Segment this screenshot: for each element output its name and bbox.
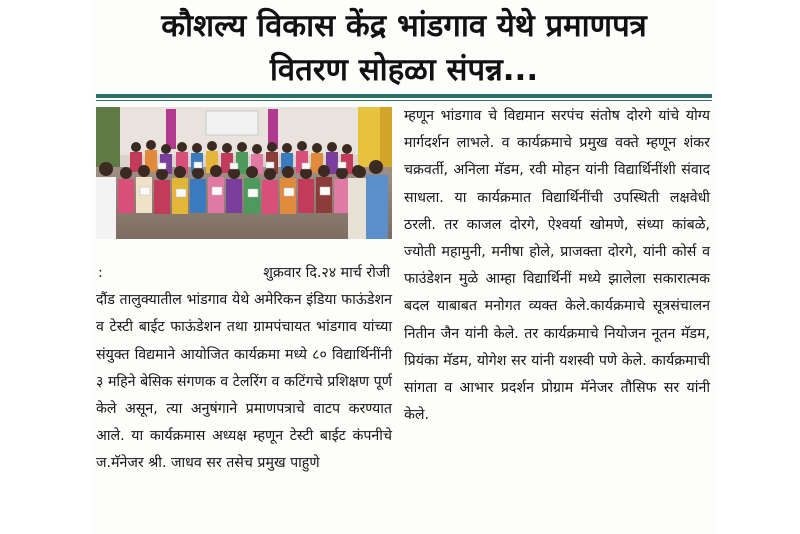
headline-divider (96, 94, 712, 98)
newspaper-clipping (90, 0, 718, 534)
headline-line-1: कौशल्य विकास केंद्र भांडगाव येथे प्रमाणपत्र (161, 8, 647, 44)
headline-divider-thin (96, 100, 712, 101)
body-text-left: दौंड तालुक्यातील भांडगाव येथे अमेरिकन इंडिया फाऊंडेशन व टेस्टी बाईट फाऊंडेशन तथा ग्रामपंचायत भांडगाव यांच्या संयुक्त विद्यमाने आयोजित कार्यक्रमा मध्ये ८० विद्यार्थिनींनी ३ महिने बेसिक संगणक व टेलरिंग व कटिंगचे प्रशिक्षण पूर्ण केले असून, त्या अनुषंगाने प्रमाणपत्राचे वाटप करण्यात आले. या कार्यक्रमास अध्यक्ष म्हणून टेस्टी बाईट कंपनीचे ज.मॅनेजर श्री. जाधव सर तसेच प्रमुख पाहुणे (96, 292, 392, 472)
body-text-right: म्हणून भांडगाव चे विद्यमान सरपंच संतोष दोरगे यांचे योग्य मार्गदर्शन लाभले. व कार्यक्रमाचे प्रमुख वक्ते म्हणून शंकर चक्रवर्ती, अनिला मॅडम, रवी मोहन यांनी विद्यार्थिनींशी संवाद साधला. या कार्यक्रमात विद्यार्थिनींची उपस्थिती लक्षवेधी ठरली. तर काजल दोरगे, ऐश्वर्या खोमणे, संध्या कांबळे, ज्योती महामुनी, मनीषा होले, प्राजक्ता दोरगे, यांनी कोर्स व फाउंडेशन मुळे आम्हा विद्यार्थिनीं मध्ये झालेला सकारात्मक बदल याबाबत मनोगत व्यक्त केले.कार्यक्रमाचे सूत्रसंचालन नितीन जैन यांनी केले. तर कार्यक्रमाचे नियोजन नूतन मॅडम, प्रियंका मॅडम, योगेश सर यांनी यशस्वी पणे केले. कार्यक्रमाची सांगता व आभार प्रदर्शन प्रोग्राम मॅनेजर तौसिफ सर यांनी केले. (404, 108, 710, 424)
event-photo-illustration (96, 107, 392, 239)
dateline (96, 260, 392, 287)
dateline-date: शुक्रवार दि.२४ मार्च रोजी (263, 265, 390, 281)
event-photo (96, 107, 392, 239)
headline-line-2: वितरण सोहळा संपन्न... (269, 52, 539, 88)
article-column-left (96, 260, 392, 478)
headline (90, 4, 718, 92)
article-column-right (404, 103, 710, 429)
dateline-mark: : (98, 265, 103, 281)
